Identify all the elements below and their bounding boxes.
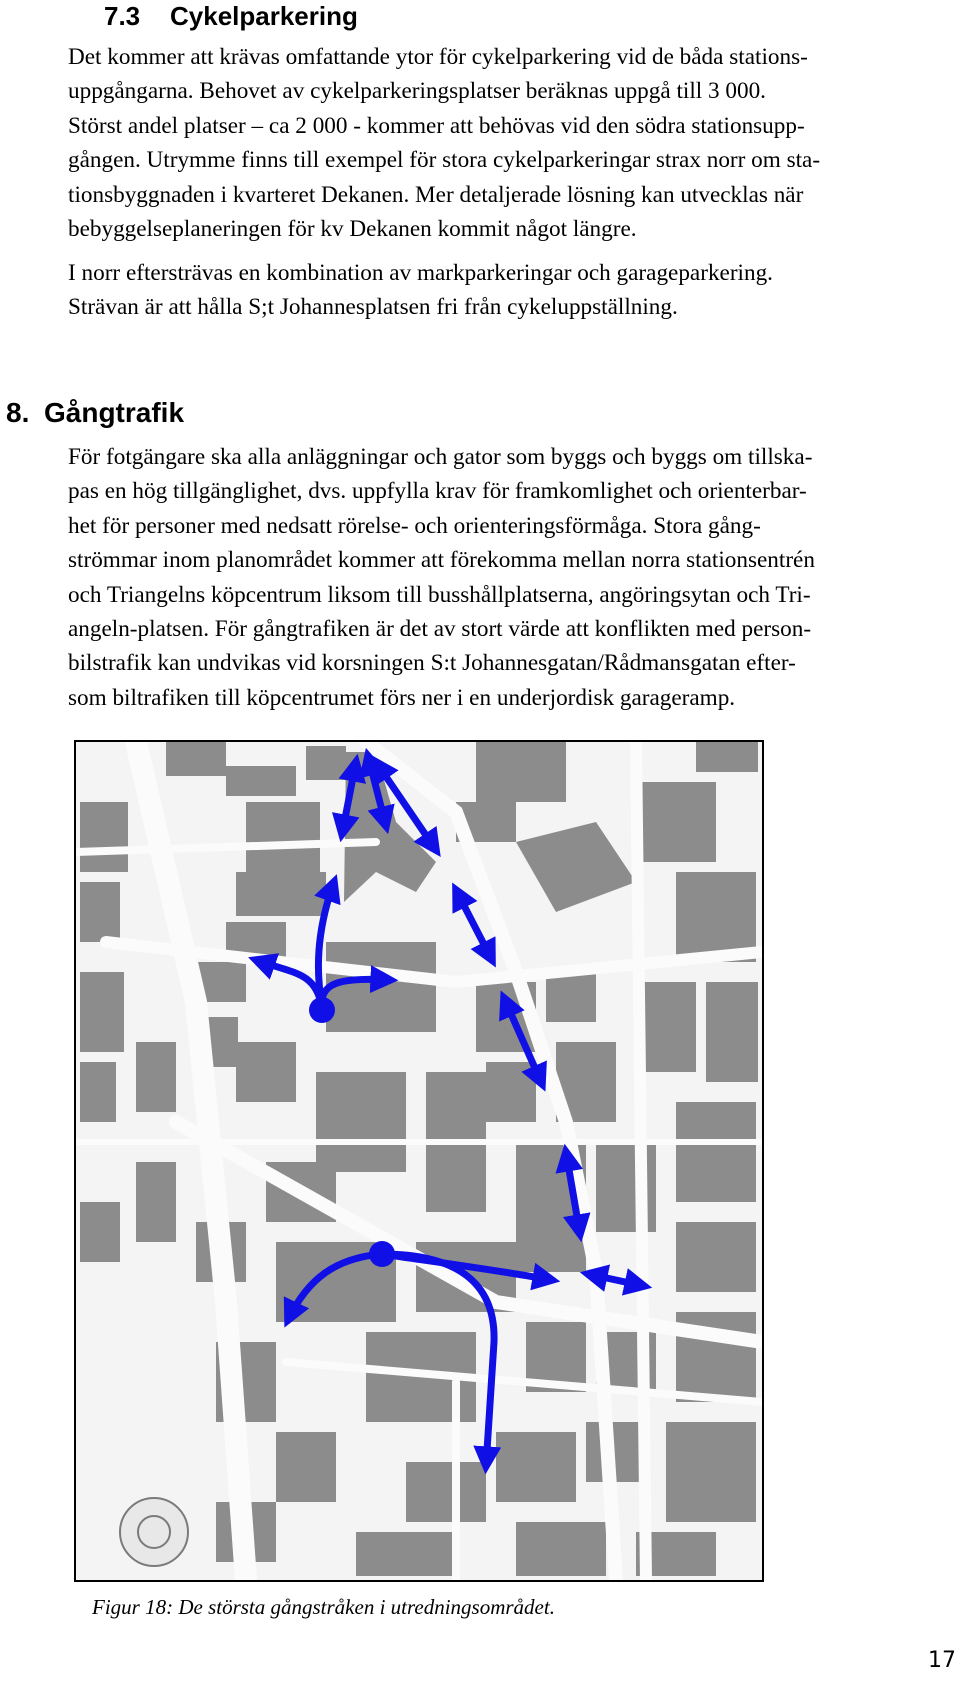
pedestrian-flow-map [74, 740, 764, 1582]
text-line: Strävan är att hålla S;t Johannesplatsen fri från cykeluppställning. [68, 294, 678, 321]
flow-origin-dot [369, 1241, 395, 1267]
text-line: tionsbyggnaden i kvarteret Dekanen. Mer detaljerade lösning kan utvecklas när [68, 181, 804, 208]
text-line: angeln-platsen. För gångtrafiken är det av stort värde att konflikten med person- [68, 616, 812, 643]
text-line: bebyggelseplaneringen för kv Dekanen kommit något längre. [68, 216, 637, 243]
section-heading-7-3 [104, 0, 358, 32]
section-number: 7.3 [104, 1, 141, 31]
text-line: strömmar inom planområdet kommer att förekomma mellan norra stationsentrén [68, 547, 815, 574]
text-line: het för personer med nedsatt rörelse- och orienteringsförmåga. Stora gång- [68, 512, 761, 539]
paragraph-gangtrafik [68, 440, 936, 715]
text-line: gången. Utrymme finns till exempel för stora cykelparkeringar strax norr om sta- [68, 147, 821, 174]
section-title: Cykelparkering [170, 1, 358, 31]
text-line: bilstrafik kan undvikas vid korsningen S:t Johannesgatan/Rådmansgatan efter- [68, 650, 796, 677]
map-svg [76, 742, 762, 1580]
section-heading-8 [6, 396, 184, 430]
text-line: I norr eftersträvas en kombination av markparkeringar och garageparkering. [68, 260, 773, 286]
flow-origin-dot [309, 997, 335, 1023]
paragraph-cykelparkering-2 [68, 256, 936, 325]
text-line: Det kommer att krävas omfattande ytor för cykelparkering vid de båda stations- [68, 44, 808, 70]
text-line: och Triangelns köpcentrum liksom till busshållplatserna, angöringsytan och Tri- [68, 581, 811, 608]
section-number: 8. [6, 397, 30, 428]
text-line: För fotgängare ska alla anläggningar och gator som byggs och byggs om tillska- [68, 444, 813, 470]
figure-caption: Figur 18: De största gångstråken i utredningsområdet. [92, 1595, 555, 1619]
text-line: uppgångarna. Behovet av cykelparkeringsplatser beräknas uppgå till 3 000. [68, 78, 766, 105]
text-line: Störst andel platser – ca 2 000 - kommer att behövas vid den södra stationsupp- [68, 112, 805, 139]
section-title: Gångtrafik [44, 397, 185, 428]
text-line: som biltrafiken till köpcentrumet förs ner i en underjordisk garageramp. [68, 684, 736, 711]
page-number: 17 [928, 1648, 956, 1673]
text-line: pas en hög tillgänglighet, dvs. uppfylla krav för framkomlighet och orienterbar- [68, 478, 807, 505]
roundabout [120, 1498, 188, 1566]
paragraph-cykelparkering-1 [68, 40, 936, 246]
